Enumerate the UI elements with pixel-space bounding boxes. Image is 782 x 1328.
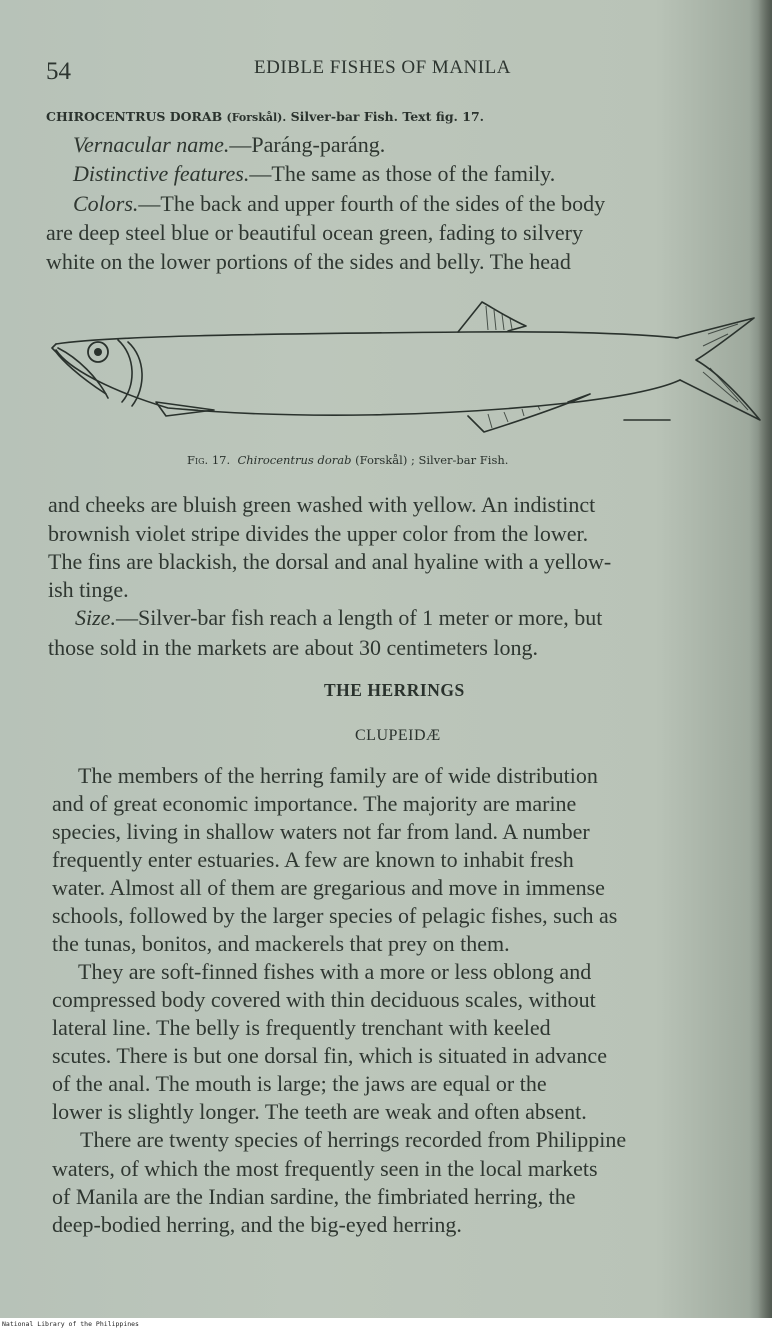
colors-line-3: white on the lower portions of the sides and belly. The head [46, 249, 571, 274]
caption-rest: (Forskål) ; Silver-bar Fish. [355, 453, 509, 467]
page-edge-shadow [758, 0, 772, 1318]
page-number: 54 [46, 58, 71, 85]
p1-line-5: water. Almost all of them are gregarious and move in immense [52, 875, 605, 900]
figure-caption [187, 453, 508, 467]
p3-line-4: deep-bodied herring, and the big-eyed herring. [52, 1212, 462, 1237]
p2-line-3: lateral line. The belly is frequently trenchant with keeled [52, 1015, 551, 1040]
fish-ventral-outline [56, 350, 680, 415]
p3-line-3: of Manila are the Indian sardine, the fimbriated herring, the [52, 1184, 576, 1209]
p2-line-5: of the anal. The mouth is large; the jaws are equal or the [52, 1071, 547, 1096]
vernacular-label: Vernacular name. [73, 132, 230, 157]
size-label: Size. [75, 605, 116, 630]
fish-tail [676, 318, 760, 420]
colors-line-4: and cheeks are bluish green washed with yellow. An indistinct [48, 492, 596, 517]
running-head: EDIBLE FISHES OF MANILA [254, 57, 511, 78]
size-line-1 [75, 605, 602, 631]
colors-text-1: —The back and upper fourth of the sides of the body [138, 191, 606, 216]
vernacular-line [73, 132, 385, 158]
colors-label: Colors. [73, 191, 139, 216]
fish-pupil [94, 348, 102, 356]
species-heading [46, 109, 484, 124]
fish-dorsal-outline [56, 332, 678, 344]
p2-line-6: lower is slightly longer. The teeth are weak and often absent. [52, 1099, 587, 1124]
distinctive-label: Distinctive features. [73, 161, 250, 186]
caption-species: Chirocentrus dorab [237, 453, 352, 467]
size-line-2: those sold in the markets are about 30 centimeters long. [48, 635, 538, 660]
p1-line-7: the tunas, bonitos, and mackerels that prey on them. [52, 931, 510, 956]
p3-line-1: There are twenty species of herrings recorded from Philippine [80, 1127, 627, 1152]
p3-line-2: waters, of which the most frequently seen in the local markets [52, 1156, 598, 1181]
colors-line-5: brownish violet stripe divides the upper color from the lower. [48, 521, 589, 546]
fish-illustration [48, 298, 764, 440]
p2-line-1: They are soft-finned fishes with a more or less oblong and [78, 959, 592, 984]
p1-line-3: species, living in shallow waters not far from land. A number [52, 819, 590, 844]
library-credit: National Library of the Philippines [2, 1320, 139, 1328]
section-title: THE HERRINGS [324, 680, 465, 700]
colors-line-2: are deep steel blue or beautiful ocean green, fading to silvery [46, 220, 583, 245]
fish-anal-fin [468, 394, 590, 432]
family-title: CLUPEIDÆ [355, 727, 441, 744]
p2-line-4: scutes. There is but one dorsal fin, which is situated in advance [52, 1043, 607, 1068]
colors-line-7: ish tinge. [48, 577, 129, 602]
fish-dorsal-fin [458, 302, 526, 332]
distinctive-line [73, 161, 555, 187]
distinctive-text: —The same as those of the family. [249, 161, 556, 186]
species-heading-ref: Text fig. 17. [402, 109, 485, 124]
p1-line-1: The members of the herring family are of wide distribution [78, 763, 598, 788]
species-heading-name: CHIROCENTRUS DORAB [46, 109, 223, 124]
colors-line-1 [73, 191, 605, 217]
caption-fig: Fig. 17. [187, 453, 231, 467]
p1-line-4: frequently enter estuaries. A few are known to inhabit fresh [52, 847, 574, 872]
p1-line-2: and of great economic importance. The majority are marine [52, 791, 577, 816]
p2-line-2: compressed body covered with thin deciduous scales, without [52, 987, 596, 1012]
size-text-1: —Silver-bar fish reach a length of 1 meter or more, but [115, 605, 603, 630]
species-heading-common: Silver-bar Fish. [290, 109, 398, 124]
vernacular-text: —Paráng-paráng. [229, 132, 386, 157]
p1-line-6: schools, followed by the larger species of pelagic fishes, such as [52, 903, 618, 928]
colors-line-6: The fins are blackish, the dorsal and anal hyaline with a yellow- [48, 549, 612, 574]
species-heading-author: (Forskål). [226, 111, 287, 124]
